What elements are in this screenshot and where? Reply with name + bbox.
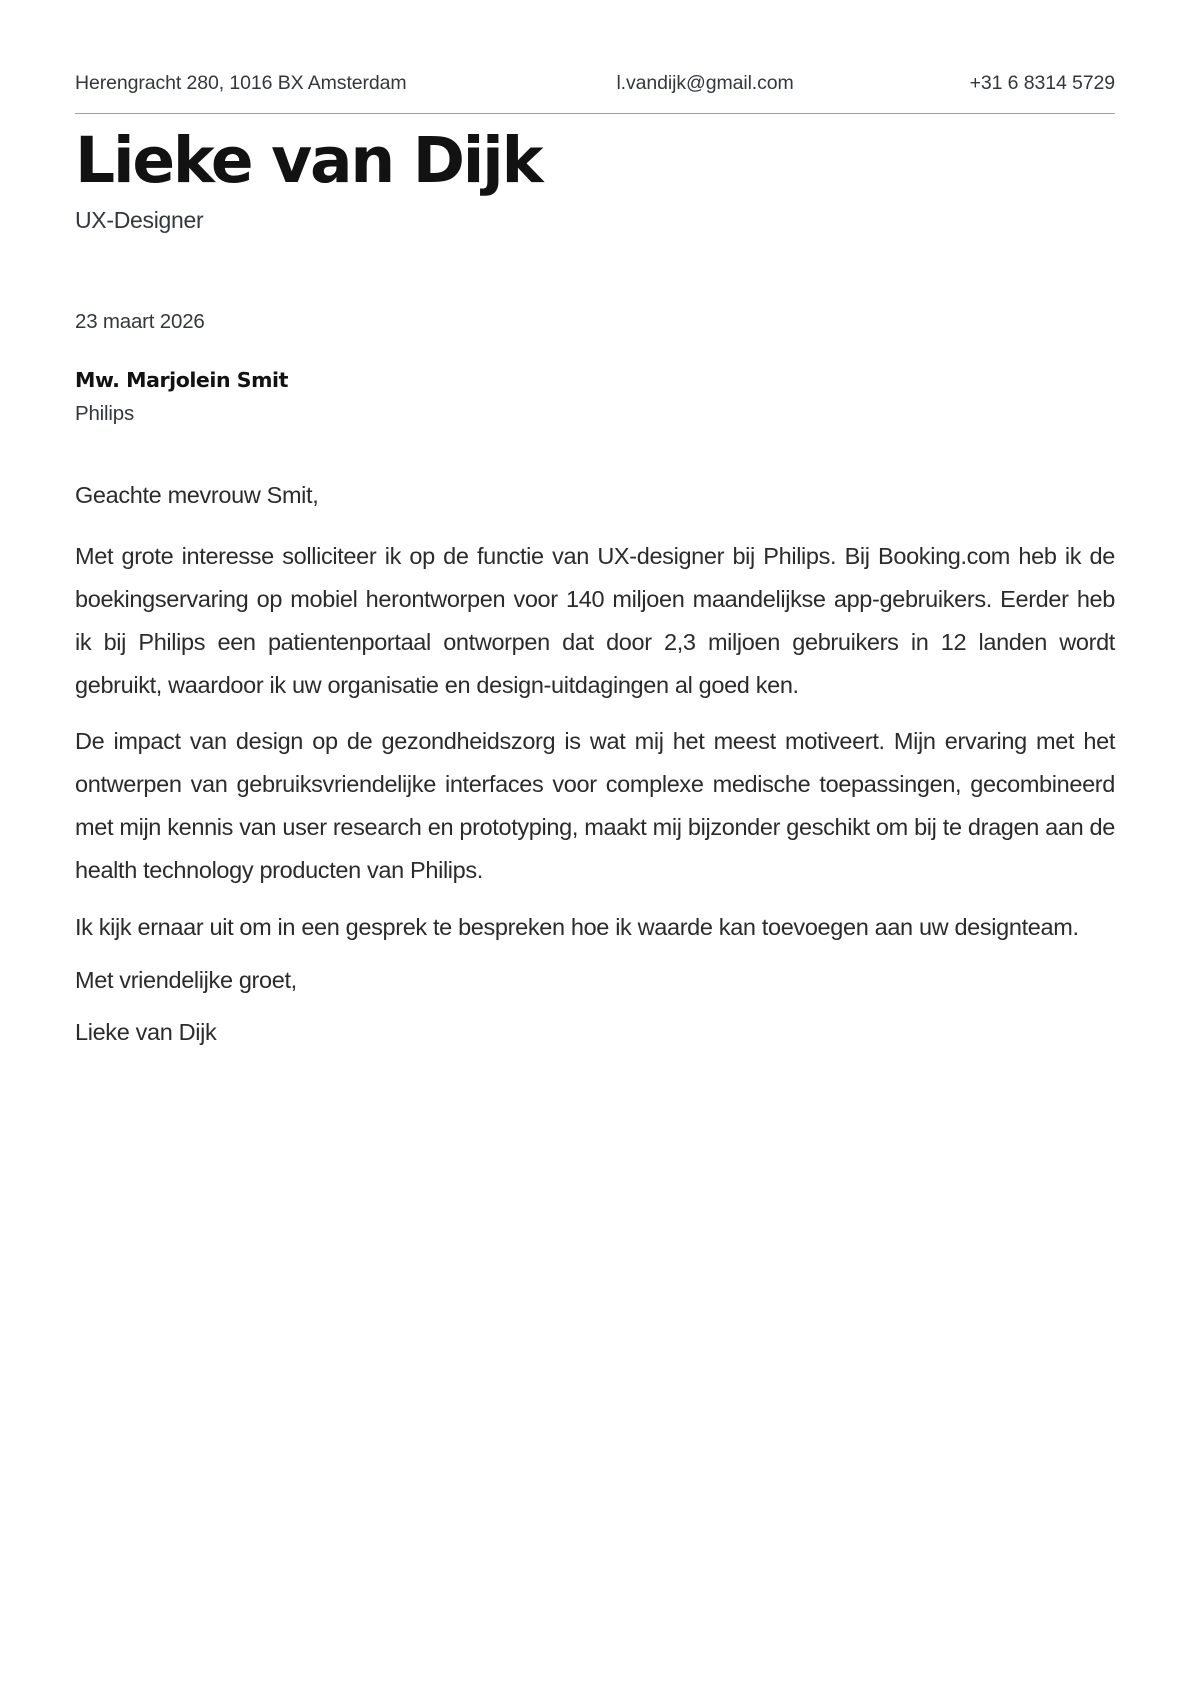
body-paragraph-3: Ik kijk ernaar uit om in een gesprek te bespreken hoe ik waarde kan toevoegen aan uw designteam. — [75, 913, 1079, 940]
salutation: Geachte mevrouw Smit, — [75, 482, 319, 509]
job-title: UX-Designer — [75, 207, 204, 234]
contact-address: Herengracht 280, 1016 BX Amsterdam — [75, 72, 407, 94]
recipient-company: Philips — [75, 402, 134, 426]
identity-block — [75, 124, 1115, 234]
signature-name: Lieke van Dijk — [75, 1018, 217, 1045]
letter-meta-block — [75, 310, 1115, 426]
recipient-name: Mw. Marjolein Smit — [75, 368, 288, 393]
header-divider — [75, 113, 1115, 114]
closing-line: Met vriendelijke groet, — [75, 967, 297, 994]
body-paragraph-1: Met grote interesse solliciteer ik op de functie van UX-designer bij Philips. Bij Booking.com heb ik de boekingservaring op mobiel herontworpen voor 140 miljoen maandelijkse app-gebruikers. Eerder heb ik bij Philips een patientenportaal ontworpen dat door 2,3 miljoen gebruikers in 12 landen wordt gebruikt, waardoor ik uw organisatie en design-uitdagingen al goed ken. — [75, 543, 1115, 698]
contact-email: l.vandijk@gmail.com — [616, 72, 794, 94]
letter-body — [75, 478, 1115, 1051]
contact-phone: +31 6 8314 5729 — [969, 72, 1115, 94]
body-paragraph-2: De impact van design op de gezondheidszorg is wat mij het meest motiveert. Mijn ervaring met het ontwerpen van gebruiksvriendelijke interfaces voor complexe medische toepassingen, gecombineerd met mijn kennis van user research en prototyping, maakt mij bijzonder geschikt om bij te dragen aan de health technology producten van Philips. — [75, 728, 1115, 883]
contact-header — [75, 0, 1115, 95]
page-title: Lieke van Dijk — [75, 124, 542, 198]
letter-date: 23 maart 2026 — [75, 310, 205, 334]
recipient-block — [75, 368, 1115, 426]
